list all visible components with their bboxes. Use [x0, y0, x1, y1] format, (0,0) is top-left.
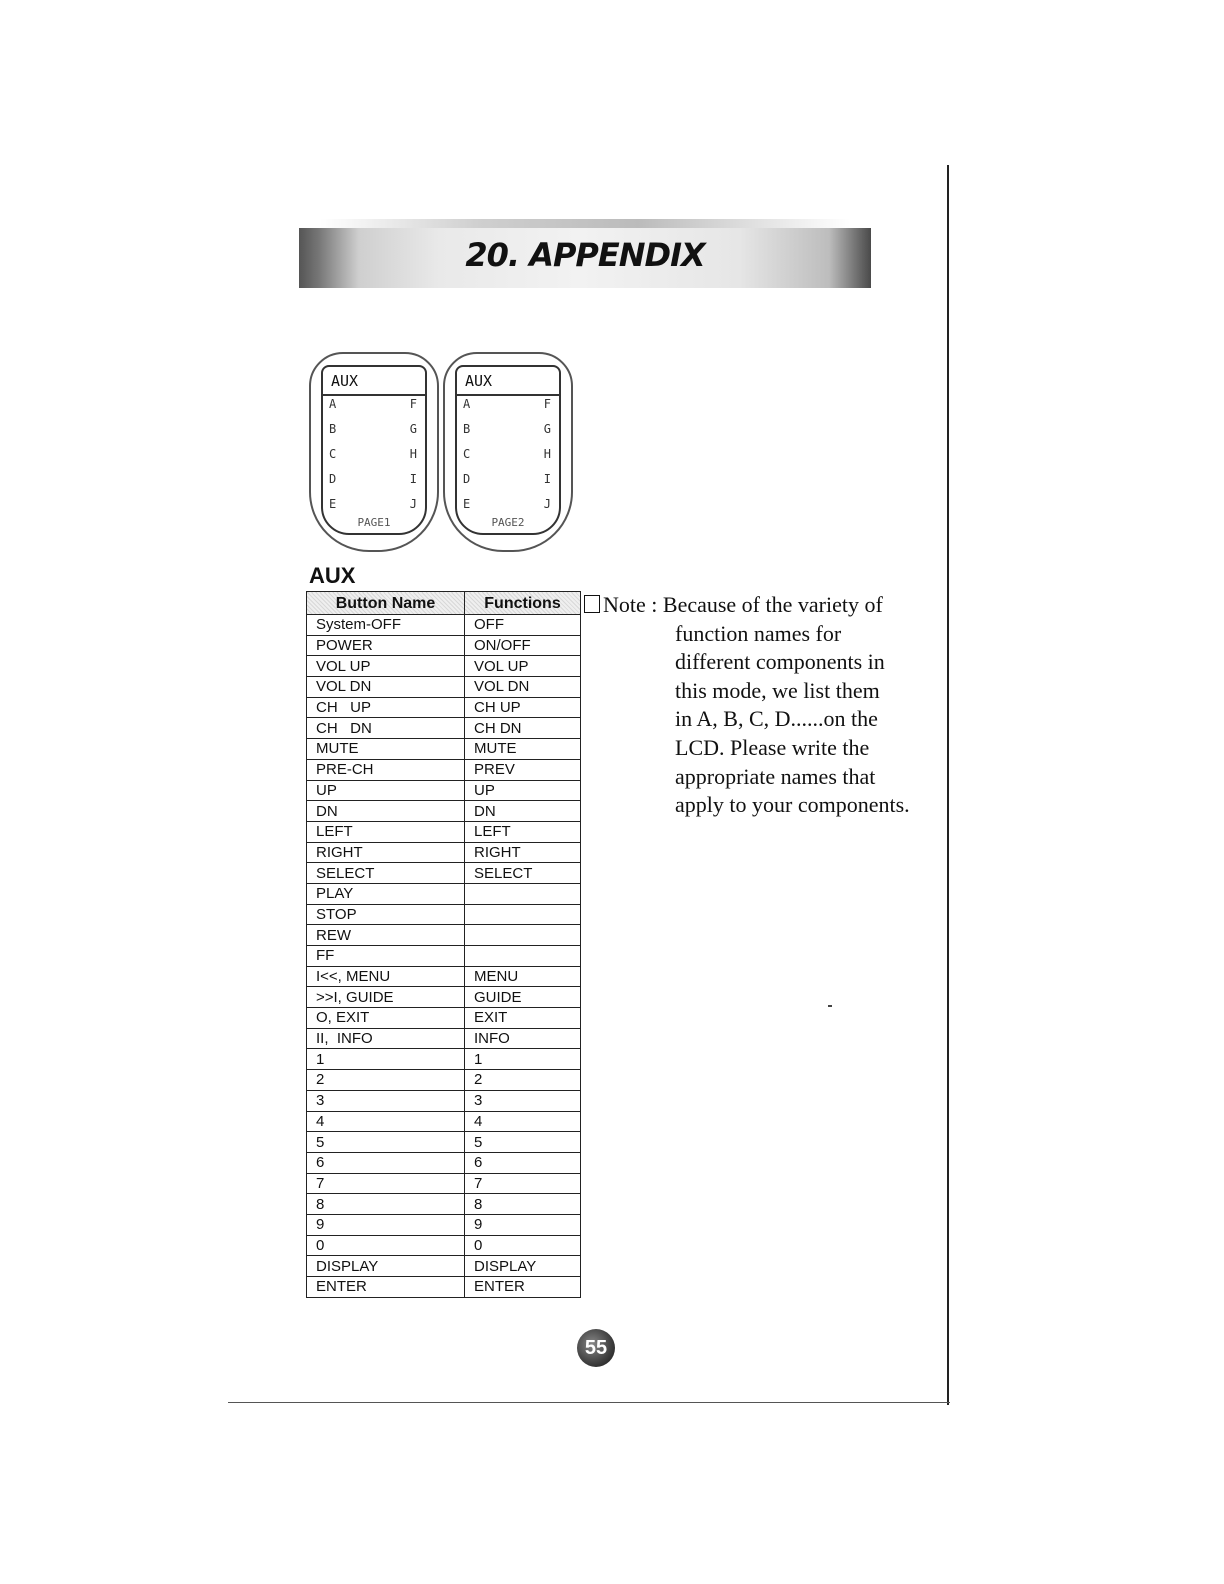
function-cell: 6	[465, 1152, 581, 1173]
button-name-cell: REW	[307, 925, 465, 946]
table-row	[307, 987, 581, 1008]
function-cell: PREV	[465, 759, 581, 780]
button-name-cell: VOL UP	[307, 656, 465, 677]
function-cell	[465, 904, 581, 925]
button-name-cell: PLAY	[307, 883, 465, 904]
button-name-cell: FF	[307, 946, 465, 967]
page-title: 20. APPENDIX	[465, 236, 705, 274]
function-cell: GUIDE	[465, 987, 581, 1008]
page-number-badge: 55	[577, 1329, 615, 1367]
function-cell: DN	[465, 801, 581, 822]
table-row	[307, 1049, 581, 1070]
button-name-cell: 6	[307, 1152, 465, 1173]
table-row	[307, 966, 581, 987]
note-heading	[584, 591, 914, 620]
note-line: appropriate names that	[675, 763, 876, 789]
table-row	[307, 635, 581, 656]
function-cell: 0	[465, 1235, 581, 1256]
table-row	[307, 1235, 581, 1256]
function-cell: 7	[465, 1173, 581, 1194]
table-row	[307, 883, 581, 904]
table-row	[307, 780, 581, 801]
table-row	[307, 656, 581, 677]
lcd-row: A F	[463, 397, 551, 411]
page-border-right	[947, 165, 949, 1405]
table-row	[307, 925, 581, 946]
function-cell: LEFT	[465, 821, 581, 842]
function-cell: ON/OFF	[465, 635, 581, 656]
function-cell	[465, 946, 581, 967]
note-separator: :	[645, 592, 663, 617]
button-name-cell: POWER	[307, 635, 465, 656]
note-line: different components in	[675, 649, 885, 675]
lcd-row: D I	[463, 472, 551, 486]
button-name-cell: II, INFO	[307, 1028, 465, 1049]
function-cell: OFF	[465, 615, 581, 636]
function-cell: MUTE	[465, 739, 581, 760]
table-body	[307, 615, 581, 1298]
note-line: apply to your components.	[675, 792, 910, 818]
button-name-cell: UP	[307, 780, 465, 801]
button-name-cell: RIGHT	[307, 842, 465, 863]
function-cell: 4	[465, 1111, 581, 1132]
column-header-functions: Functions	[465, 592, 581, 615]
table-row	[307, 1132, 581, 1153]
function-cell: INFO	[465, 1028, 581, 1049]
lcd-row: A F	[329, 397, 417, 411]
button-function-table	[306, 591, 581, 1298]
button-name-cell: 0	[307, 1235, 465, 1256]
table-row	[307, 1277, 581, 1298]
table-row	[307, 1194, 581, 1215]
note-line: function names for	[675, 620, 842, 646]
button-name-cell: CH DN	[307, 718, 465, 739]
button-name-cell: CH UP	[307, 697, 465, 718]
lcd-screen-page2	[455, 365, 561, 535]
function-cell: CH DN	[465, 718, 581, 739]
button-name-cell: LEFT	[307, 821, 465, 842]
lcd-row: B G	[329, 422, 417, 436]
table-header-row	[307, 592, 581, 615]
table-row	[307, 1090, 581, 1111]
checkbox-icon	[584, 595, 600, 613]
note-label: Note	[603, 592, 646, 617]
lcd-mode-label: AUX	[457, 367, 559, 396]
table-row	[307, 739, 581, 760]
scan-speck	[828, 1005, 832, 1007]
function-cell: 5	[465, 1132, 581, 1153]
function-cell: UP	[465, 780, 581, 801]
table-row	[307, 821, 581, 842]
note-line: in A, B, C, D......on the	[675, 706, 878, 732]
function-cell	[465, 925, 581, 946]
table-row	[307, 1111, 581, 1132]
lcd-row: D I	[329, 472, 417, 486]
function-cell: VOL UP	[465, 656, 581, 677]
table-row	[307, 1070, 581, 1091]
function-cell: 9	[465, 1214, 581, 1235]
button-name-cell: 8	[307, 1194, 465, 1215]
lcd-row: C H	[463, 447, 551, 461]
function-cell: EXIT	[465, 1008, 581, 1029]
table-row	[307, 863, 581, 884]
button-name-cell: DN	[307, 801, 465, 822]
button-name-cell: VOL DN	[307, 677, 465, 698]
note-block	[584, 591, 914, 820]
button-name-cell: MUTE	[307, 739, 465, 760]
note-body	[675, 620, 914, 820]
function-cell: 1	[465, 1049, 581, 1070]
lcd-row: E J	[463, 497, 551, 511]
function-cell: CH UP	[465, 697, 581, 718]
lcd-page-label: PAGE1	[357, 516, 391, 529]
function-cell: MENU	[465, 966, 581, 987]
table-row	[307, 904, 581, 925]
table-row	[307, 1028, 581, 1049]
table-row	[307, 801, 581, 822]
table-row	[307, 615, 581, 636]
button-name-cell: SELECT	[307, 863, 465, 884]
button-name-cell: STOP	[307, 904, 465, 925]
button-name-cell: 2	[307, 1070, 465, 1091]
table-row	[307, 1008, 581, 1029]
button-name-cell: 7	[307, 1173, 465, 1194]
function-cell: VOL DN	[465, 677, 581, 698]
table-row	[307, 1256, 581, 1277]
function-cell	[465, 883, 581, 904]
function-cell: SELECT	[465, 863, 581, 884]
button-name-cell: I<<, MENU	[307, 966, 465, 987]
button-name-cell: ENTER	[307, 1277, 465, 1298]
button-name-cell: O, EXIT	[307, 1008, 465, 1029]
table-row	[307, 1152, 581, 1173]
button-name-cell: >>I, GUIDE	[307, 987, 465, 1008]
note-first-line: Because of the variety of	[662, 592, 883, 617]
table-row	[307, 759, 581, 780]
function-cell: 8	[465, 1194, 581, 1215]
button-name-cell: 1	[307, 1049, 465, 1070]
column-header-button-name: Button Name	[307, 592, 465, 615]
note-line: LCD. Please write the	[675, 734, 870, 760]
function-cell: 2	[465, 1070, 581, 1091]
button-name-cell: System-OFF	[307, 615, 465, 636]
lcd-row: C H	[329, 447, 417, 461]
button-name-cell: DISPLAY	[307, 1256, 465, 1277]
table-row	[307, 842, 581, 863]
function-cell: RIGHT	[465, 842, 581, 863]
lcd-screen-page1	[321, 365, 427, 535]
button-name-cell: 4	[307, 1111, 465, 1132]
table-row	[307, 697, 581, 718]
function-cell: ENTER	[465, 1277, 581, 1298]
table-row	[307, 1173, 581, 1194]
button-name-cell: 3	[307, 1090, 465, 1111]
page-border-bottom	[228, 1402, 950, 1403]
function-cell: DISPLAY	[465, 1256, 581, 1277]
table-row	[307, 718, 581, 739]
table-row	[307, 946, 581, 967]
lcd-page-label: PAGE2	[491, 516, 525, 529]
lcd-row: B G	[463, 422, 551, 436]
function-cell: 3	[465, 1090, 581, 1111]
table-row	[307, 677, 581, 698]
lcd-mode-label: AUX	[323, 367, 425, 396]
section-heading: AUX	[309, 563, 356, 588]
button-name-cell: PRE-CH	[307, 759, 465, 780]
table-row	[307, 1214, 581, 1235]
button-name-cell: 9	[307, 1214, 465, 1235]
note-line: this mode, we list them	[675, 677, 880, 703]
lcd-row: E J	[329, 497, 417, 511]
button-name-cell: 5	[307, 1132, 465, 1153]
